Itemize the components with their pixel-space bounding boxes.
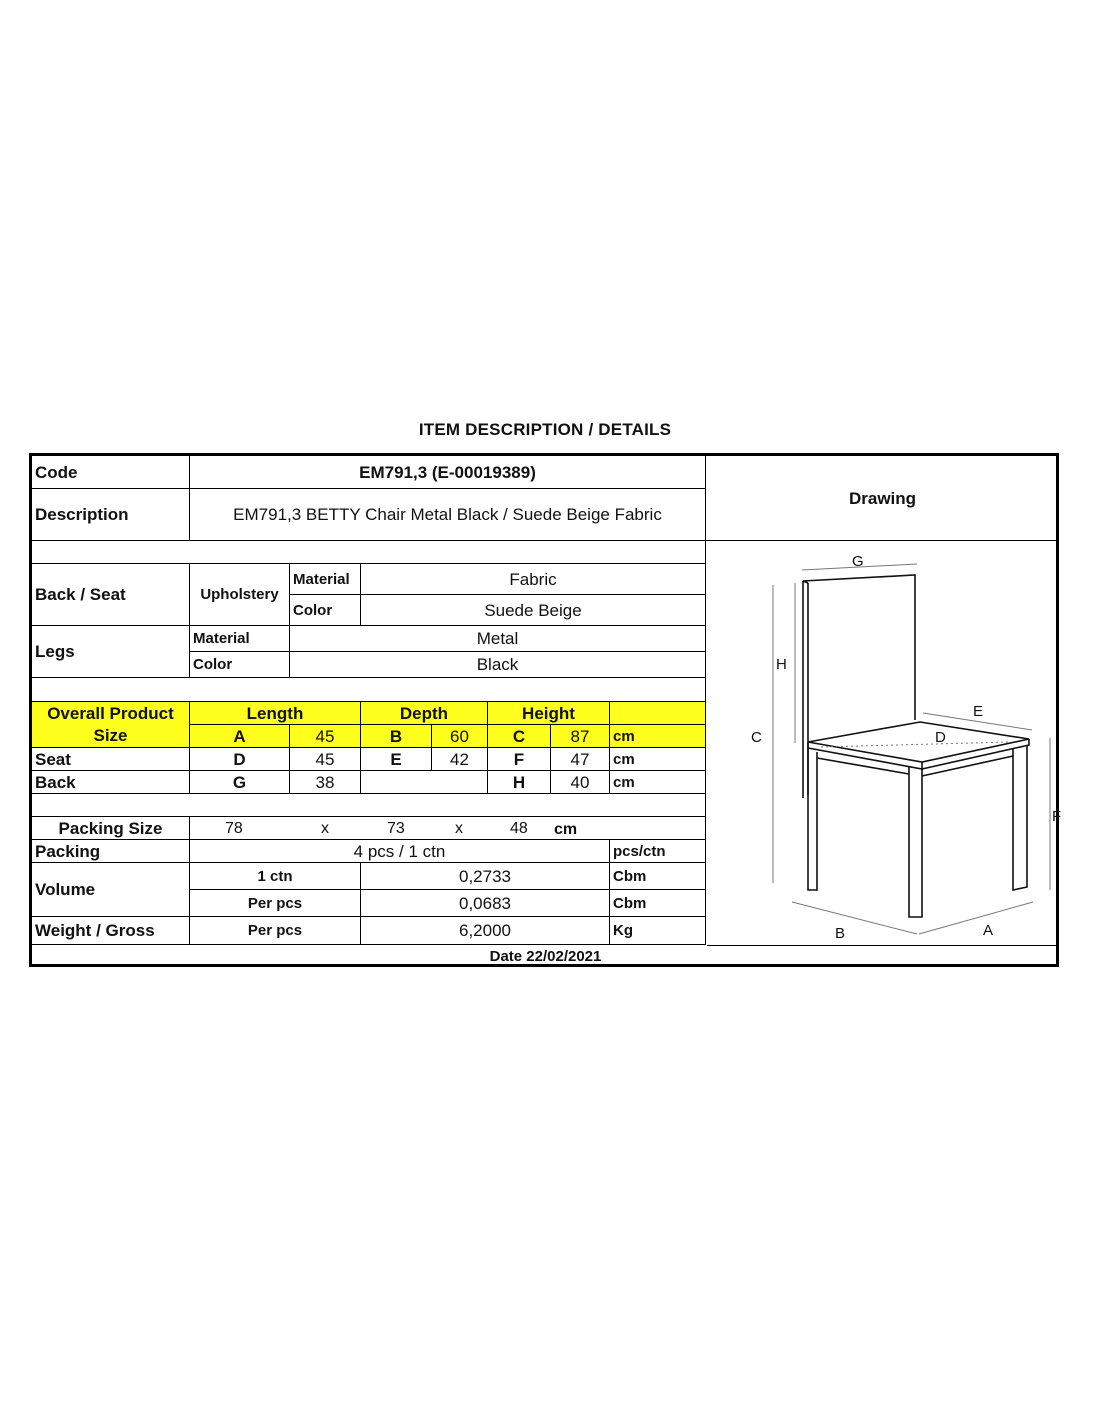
chair-leg-front-right xyxy=(909,766,922,917)
volume-pcs-value: 0,0683 xyxy=(361,890,610,917)
unit-header xyxy=(610,702,706,725)
dim-line-a xyxy=(919,902,1033,934)
packing-size-c: 48 xyxy=(510,820,528,837)
volume-label: Volume xyxy=(32,863,190,917)
dim-line-d xyxy=(821,742,1009,747)
spacer-row xyxy=(32,794,706,817)
packing-size-x1: x xyxy=(321,820,329,837)
weight-value: 6,2000 xyxy=(361,917,610,945)
date-footer: Date 22/02/2021 xyxy=(489,947,602,965)
dim-label-f: F xyxy=(1052,808,1062,825)
dim-unit-back: cm xyxy=(610,771,706,794)
spacer-row xyxy=(32,541,706,564)
volume-ctn-label: 1 ctn xyxy=(190,863,361,890)
packing-size-unit: cm xyxy=(554,821,578,838)
depth-header: Depth xyxy=(361,702,488,725)
dim-line-b xyxy=(792,902,917,934)
legs-color-label: Color xyxy=(190,652,290,678)
overall-size-label xyxy=(32,702,190,748)
chair-seat-front-edge xyxy=(808,742,922,769)
seat-label: Seat xyxy=(32,748,190,771)
dim-key-h: H xyxy=(488,771,551,794)
packing-value: 4 pcs / 1 ctn xyxy=(190,840,610,863)
dim-label-c: C xyxy=(751,729,762,746)
drawing-header: Drawing xyxy=(706,456,1059,541)
dim-label-e: E xyxy=(973,703,984,720)
volume-pcs-label: Per pcs xyxy=(190,890,361,917)
dim-label-g: G xyxy=(852,553,864,570)
divider xyxy=(705,817,706,840)
back-seat-color-label: Color xyxy=(290,595,361,626)
dim-key-f: F xyxy=(488,748,551,771)
chair-drawing xyxy=(707,542,1062,946)
chair-leg-front-left xyxy=(808,748,817,890)
dim-label-a: A xyxy=(983,922,994,939)
upholstery-label: Upholstery xyxy=(190,564,290,626)
volume-ctn-value: 0,2733 xyxy=(361,863,610,890)
packing-size-label: Packing Size xyxy=(32,817,190,840)
volume-pcs-unit: Cbm xyxy=(610,890,706,917)
dim-value-h: 40 xyxy=(551,771,610,794)
legs-material-label: Material xyxy=(190,626,290,652)
back-seat-material-value: Fabric xyxy=(361,564,706,595)
dim-value-e: 42 xyxy=(432,748,488,771)
description-value: EM791,3 BETTY Chair Metal Black / Suede Beige Fabric xyxy=(190,489,706,541)
weight-per-label: Per pcs xyxy=(190,917,361,945)
overall-size-label-line2: Size xyxy=(93,725,128,745)
back-seat-label: Back / Seat xyxy=(32,564,190,626)
dim-key-b: B xyxy=(361,725,432,748)
chair-drawing-svg xyxy=(707,542,1062,945)
back-seat-color-value: Suede Beige xyxy=(361,595,706,626)
dim-unit-overall: cm xyxy=(610,725,706,748)
dim-key-e: E xyxy=(361,748,432,771)
dim-label-d: D xyxy=(935,729,946,746)
dim-value-c: 87 xyxy=(551,725,610,748)
dim-key-g: G xyxy=(190,771,290,794)
legs-material-value: Metal xyxy=(290,626,706,652)
spacer-row xyxy=(32,678,706,702)
weight-unit: Kg xyxy=(610,917,706,945)
legs-label: Legs xyxy=(32,626,190,678)
code-label: Code xyxy=(32,456,190,489)
height-header: Height xyxy=(488,702,610,725)
dim-empty-depth xyxy=(361,771,488,794)
page-title: ITEM DESCRIPTION / DETAILS xyxy=(418,420,672,439)
description-label: Description xyxy=(32,489,190,541)
dim-key-d: D xyxy=(190,748,290,771)
dim-value-b: 60 xyxy=(432,725,488,748)
packing-size-b: 73 xyxy=(387,820,405,837)
length-header: Length xyxy=(190,702,361,725)
packing-size-a: 78 xyxy=(225,820,243,837)
dim-value-a: 45 xyxy=(290,725,361,748)
dim-key-a: A xyxy=(190,725,290,748)
packing-label: Packing xyxy=(32,840,190,863)
packing-unit: pcs/ctn xyxy=(610,840,706,863)
legs-color-value: Black xyxy=(290,652,706,678)
chair-leg-back-right xyxy=(1013,745,1027,890)
overall-size-label-line1: Overall Product xyxy=(47,703,174,723)
item-details-sheet xyxy=(29,453,1062,967)
dim-value-g: 38 xyxy=(290,771,361,794)
packing-size-values xyxy=(190,817,706,840)
volume-ctn-unit: Cbm xyxy=(610,863,706,890)
code-value: EM791,3 (E-00019389) xyxy=(190,456,706,489)
dim-value-d: 45 xyxy=(290,748,361,771)
dim-label-h: H xyxy=(776,656,787,673)
chair-backrest-outline xyxy=(803,575,915,720)
dim-unit-seat: cm xyxy=(610,748,706,771)
back-label: Back xyxy=(32,771,190,794)
weight-label: Weight / Gross xyxy=(32,917,190,945)
chair-seat-top xyxy=(808,722,1029,762)
dim-key-c: C xyxy=(488,725,551,748)
dim-label-b: B xyxy=(835,925,846,942)
back-seat-material-label: Material xyxy=(290,564,361,595)
packing-size-x2: x xyxy=(455,820,463,837)
dim-value-f: 47 xyxy=(551,748,610,771)
